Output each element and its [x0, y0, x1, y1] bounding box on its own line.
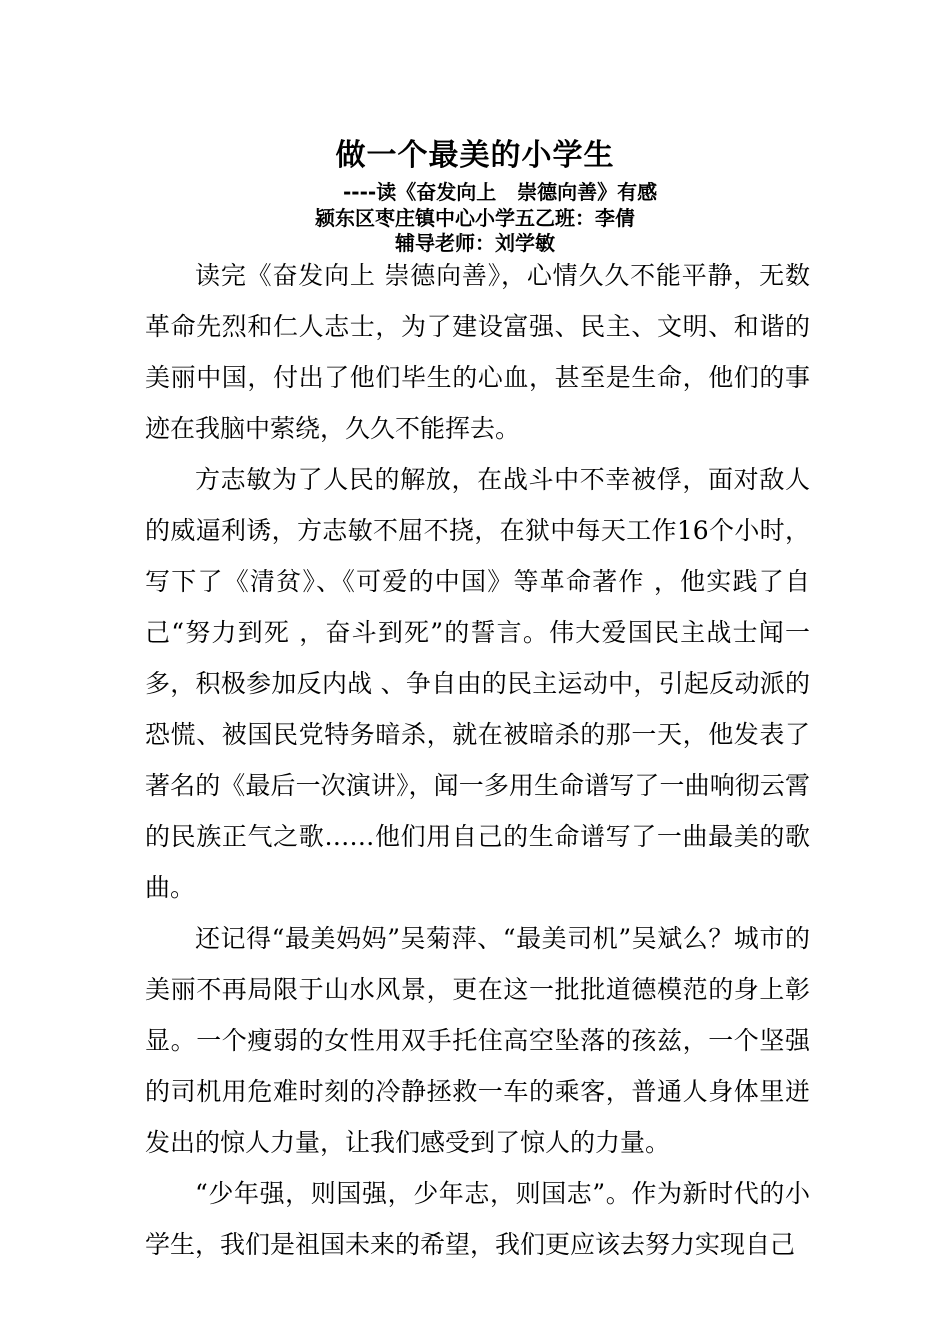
paragraph-2: 方志敏为了人民的解放，在战斗中不幸被俘，面对敌人的威逼利诱，方志敏不屈不挠，在狱中每天工作16个小时，写下了《清贫》、《可爱的中国》等革命著作 ，他实践了自己“努力到死 ，奋斗到死”的誓言。伟大爱国民主战士闻一多，积极参加反内战 、争自由的民主运动中，引起反动派的恐慌、被国民党特务暗杀，就在被暗杀的那一天，他发表了著名的《最后一次演讲》，闻一多用生命谱写了一曲响彻云霄的民族正气之歌……他们用自己的生命谱写了一曲最美的歌曲。	[145, 465, 810, 902]
essay-subtitle: ----读《奋发向上 崇德向善》有感	[343, 180, 658, 204]
essay-body	[145, 250, 810, 1270]
author-line: 颍东区枣庄镇中心小学五乙班：李倩	[315, 206, 635, 230]
essay-title: 做一个最美的小学生	[335, 138, 615, 173]
paragraph-3: 还记得“最美妈妈”吴菊萍、“最美司机”吴斌么？城市的美丽不再局限于山水风景，更在这一批批道德模范的身上彰显。一个瘦弱的女性用双手托住高空坠落的孩兹，一个坚强的司机用危难时刻的冷静拯救一车的乘客，普通人身体里迸发出的惊人力量，让我们感受到了惊人的力量。	[145, 924, 810, 1157]
teacher-line: 辅导老师：刘学敏	[395, 231, 555, 255]
paragraph-1: 读完《奋发向上 崇德向善》，心情久久不能平静，无数革命先烈和仁人志士，为了建设富强、民主、文明、和谐的美丽中国，付出了他们毕生的心血，甚至是生命，他们的事迹在我脑中萦绕，久久不能挥去。	[145, 261, 810, 443]
paragraph-4: “少年强，则国强，少年志，则国志”。作为新时代的小学生，我们是祖国未来的希望，我们更应该去努力实现自己	[145, 1179, 810, 1259]
